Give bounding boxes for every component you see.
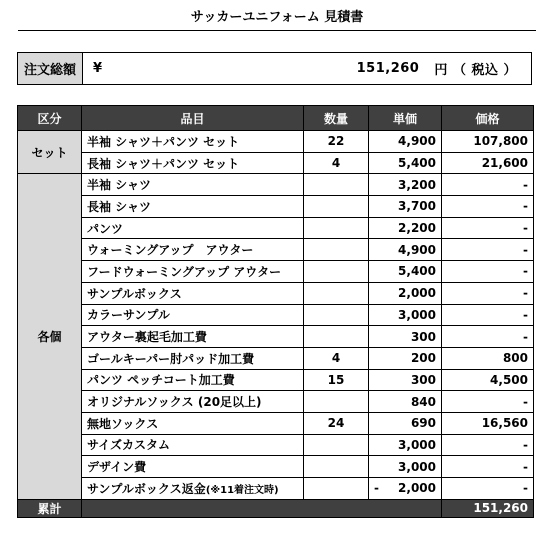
item-name: パンツ: [87, 221, 124, 236]
header-item: 品目: [82, 106, 304, 131]
table-row: [18, 456, 534, 478]
quantity-cell: [304, 304, 369, 326]
quantity-cell: [304, 391, 369, 413]
unit-price-cell: 2,200: [369, 217, 442, 239]
price-cell: 800: [442, 347, 534, 369]
quantity-cell: [304, 282, 369, 304]
header-unit-price: 単価: [369, 106, 442, 131]
item-name: 半袖 シャツ: [87, 178, 151, 193]
unit-price-cell: 5,400: [369, 152, 442, 174]
table-row: [18, 174, 534, 196]
page-title: サッカーユニフォーム 見積書: [18, 8, 536, 31]
quantity-cell: 15: [304, 369, 369, 391]
table-row: [18, 412, 534, 434]
quantity-cell: 4: [304, 152, 369, 174]
price-cell: -: [442, 217, 534, 239]
item-cell: [82, 456, 304, 478]
price-cell: 107,800: [442, 131, 534, 153]
unit-price-cell: 300: [369, 326, 442, 348]
table-row: [18, 282, 534, 304]
price-cell: -: [442, 391, 534, 413]
table-row: [18, 391, 534, 413]
unit-price-cell: 3,000: [369, 456, 442, 478]
table-row: [18, 347, 534, 369]
quantity-cell: [304, 478, 369, 500]
item-cell: [82, 261, 304, 283]
item-name: ウォーミングアップ アウター: [87, 243, 254, 258]
category-cell: セット: [18, 131, 82, 174]
table-row: [18, 217, 534, 239]
order-total-suffix: 円 （ 税込 ）: [434, 63, 517, 78]
price-cell: 16,560: [442, 412, 534, 434]
table-row: [18, 152, 534, 174]
unit-price-cell: 300: [369, 369, 442, 391]
price-cell: 21,600: [442, 152, 534, 174]
item-name: フードウォーミングアップ アウター: [87, 264, 282, 279]
unit-price-cell: 4,900: [369, 239, 442, 261]
item-cell: [82, 434, 304, 456]
unit-price-cell: 3,200: [369, 174, 442, 196]
item-cell: [82, 412, 304, 434]
price-cell: -: [442, 456, 534, 478]
table-row: [18, 326, 534, 348]
quantity-cell: [304, 217, 369, 239]
category-cell: 各個: [18, 174, 82, 499]
price-cell: -: [442, 478, 534, 500]
item-cell: [82, 304, 304, 326]
quantity-cell: [304, 174, 369, 196]
unit-price-cell: 690: [369, 412, 442, 434]
unit-price-cell: 840: [369, 391, 442, 413]
table-row: [18, 131, 534, 153]
quote-table: [17, 105, 534, 518]
price-cell: -: [442, 326, 534, 348]
item-name: サイズカスタム: [87, 438, 171, 453]
item-cell: [82, 282, 304, 304]
item-name: デザイン費: [87, 460, 147, 475]
quantity-cell: 22: [304, 131, 369, 153]
order-total-label: 注文総額: [18, 53, 83, 84]
item-cell: [82, 326, 304, 348]
quantity-cell: [304, 326, 369, 348]
table-row: [18, 304, 534, 326]
item-name: 長袖 シャツ＋パンツ セット: [87, 156, 240, 171]
item-name: サンプルボックス返金: [87, 481, 206, 496]
quantity-cell: [304, 196, 369, 218]
item-name: アウター裏起毛加工費: [87, 330, 207, 345]
table-row: [18, 261, 534, 283]
quantity-cell: [304, 261, 369, 283]
table-footer-row: [18, 499, 534, 517]
unit-price-cell: [369, 478, 442, 500]
quantity-cell: [304, 456, 369, 478]
item-cell: [82, 369, 304, 391]
price-cell: -: [442, 174, 534, 196]
unit-price-cell: 5,400: [369, 261, 442, 283]
table-row: [18, 434, 534, 456]
price-cell: -: [442, 304, 534, 326]
unit-price-cell: 3,000: [369, 304, 442, 326]
item-cell: [82, 131, 304, 153]
item-name: 無地ソックス: [87, 416, 159, 431]
item-cell: [82, 478, 304, 500]
order-total-value: [133, 53, 531, 84]
quantity-cell: 24: [304, 412, 369, 434]
unit-price-cell: 2,000: [369, 282, 442, 304]
table-row: [18, 369, 534, 391]
order-total-box: [17, 52, 532, 85]
unit-price-cell: 4,900: [369, 131, 442, 153]
cumulative-label: 累計: [18, 499, 82, 517]
item-name: ゴールキーパー肘パッド加工費: [87, 351, 255, 366]
header-category: 区分: [18, 106, 82, 131]
item-name: 長袖 シャツ: [87, 199, 151, 214]
item-cell: [82, 217, 304, 239]
price-cell: 4,500: [442, 369, 534, 391]
quantity-cell: [304, 239, 369, 261]
item-cell: [82, 239, 304, 261]
footer-spacer: [82, 499, 442, 517]
item-name: サンプルボックス: [87, 286, 182, 301]
item-name: オリジナルソックス (20足以上): [87, 395, 262, 410]
table-row: [18, 478, 534, 500]
item-name: パンツ ペッチコート加工費: [87, 373, 235, 388]
unit-price-cell: 200: [369, 347, 442, 369]
unit-price-cell: 3,000: [369, 434, 442, 456]
item-cell: [82, 152, 304, 174]
table-row: [18, 239, 534, 261]
item-note: (※11着注文時): [205, 484, 279, 496]
item-cell: [82, 174, 304, 196]
item-name: カラーサンプル: [87, 308, 170, 323]
item-cell: [82, 196, 304, 218]
unit-price-cell: 3,700: [369, 196, 442, 218]
cumulative-total: 151,260: [442, 499, 534, 517]
table-body: [18, 131, 534, 500]
quantity-cell: 4: [304, 347, 369, 369]
table-header-row: [18, 106, 534, 131]
price-cell: -: [442, 282, 534, 304]
header-quantity: 数量: [304, 106, 369, 131]
price-cell: -: [442, 261, 534, 283]
item-cell: [82, 347, 304, 369]
price-cell: -: [442, 239, 534, 261]
order-total-amount: 151,260: [356, 61, 420, 76]
item-cell: [82, 391, 304, 413]
price-cell: -: [442, 196, 534, 218]
price-cell: -: [442, 434, 534, 456]
header-price: 価格: [442, 106, 534, 131]
currency-symbol: ¥: [93, 61, 103, 76]
table-row: [18, 196, 534, 218]
quantity-cell: [304, 434, 369, 456]
unit-price-value: 2,000: [398, 481, 436, 496]
item-name: 半袖 シャツ＋パンツ セット: [87, 134, 240, 149]
negative-sign: -: [374, 481, 379, 496]
